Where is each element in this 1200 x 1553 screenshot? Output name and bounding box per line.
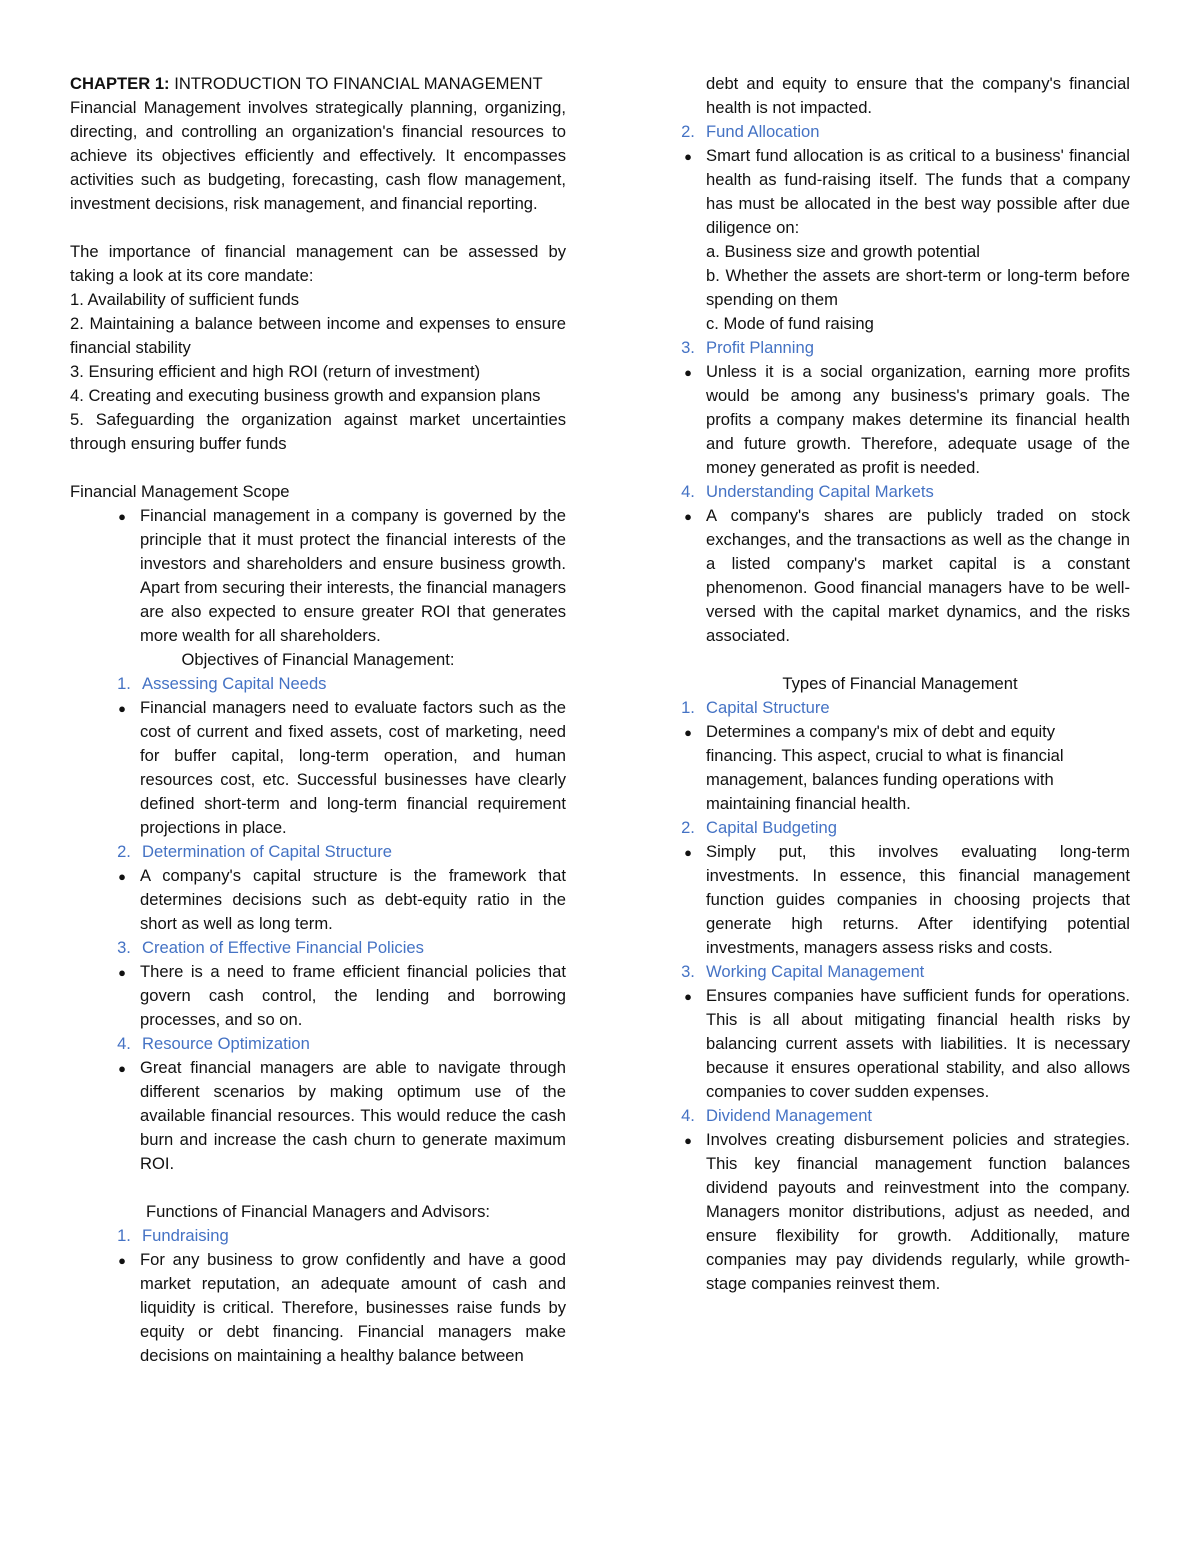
importance-item: 4. Creating and executing business growth and expansion plans [70, 386, 541, 405]
chapter-label: CHAPTER 1: [70, 74, 170, 93]
type-title: 2. Capital Budgeting [681, 818, 837, 837]
function-title: 2. Fund Allocation [681, 122, 820, 141]
type-title: 1. Capital Structure [681, 698, 830, 717]
importance-item: 3. Ensuring efficient and high ROI (return of investment) [70, 362, 481, 381]
function-bullet: ● Smart fund allocation is as critical to a business' financial health as fund-raising itself. The funds that a company has must be allocated in the best way possible after due diligence on: a. Business size and growth potential b. Whether the assets are short-term or long-term before spending on them c. Mode of fund raising [670, 144, 1130, 336]
bullet-dot-icon: ● [684, 1133, 692, 1148]
bullet-dot-icon: ● [684, 509, 692, 524]
scope-bullet-text: Financial management in a company is governed by the principle that it must protect the financial interests of the investors and shareholders and ensure business growth. Apart from securing their interests, the financial managers are also expected to ensure greater ROI that generates more wealth for all shareholders. [140, 506, 566, 645]
fund-allocation-sub: c. Mode of fund raising [706, 314, 874, 333]
importance-item: 5. Safeguarding the organization against market uncertainties through ensuring buffer funds [70, 410, 566, 453]
bullet-dot-icon: ● [684, 725, 692, 740]
function-bullet: ● Unless it is a social organization, earning more profits would be among any business's primary goals. The profits a company makes determine its financial health and future growth. Therefore, adequate usage of the money generated as profit is needed. [670, 360, 1130, 480]
bullet-dot-icon: ● [118, 1061, 126, 1076]
right-column [670, 72, 1130, 1296]
left-column [70, 72, 566, 1368]
objective-bullet: ● Financial managers need to evaluate factors such as the cost of current and fixed assets, cost of marketing, need for buffer capital, long-term operation, and human resources cost, etc. Successful businesses have clearly defined short-term and long-term financial requirement projections in place. [70, 696, 566, 840]
bullet-dot-icon: ● [118, 869, 126, 884]
bullet-dot-icon: ● [118, 965, 126, 980]
fund-allocation-sub: b. Whether the assets are short-term or long-term before spending on them [706, 266, 1130, 309]
objectives-heading: Objectives of Financial Management: [181, 650, 455, 669]
objective-title: 4. Resource Optimization [117, 1034, 310, 1053]
scope-heading: Financial Management Scope [70, 482, 290, 501]
type-bullet: ● Involves creating disbursement policies and strategies. This key financial management function balances dividend payouts and reinvestment into the company. Managers monitor distributions, adjust as needed, and ensure flexibility for growth. Additionally, mature companies may pay dividends regularly, while growth-stage companies reinvest them. [670, 1128, 1130, 1296]
type-bullet: ● Simply put, this involves evaluating long-term investments. In essence, this financial management function guides companies in choosing projects that generate high returns. After identifying potential investments, managers assess risks and costs. [670, 840, 1130, 960]
chapter-title: INTRODUCTION TO FINANCIAL MANAGEMENT [174, 74, 543, 93]
bullet-dot-icon: ● [118, 1253, 126, 1268]
objective-title: 1. Assessing Capital Needs [117, 674, 327, 693]
function-title: 1. Fundraising [117, 1226, 229, 1245]
type-bullet: ● Determines a company's mix of debt and equity financing. This aspect, crucial to what is financial management, balances funding operations with maintaining financial health. [670, 720, 1130, 816]
type-title: 4. Dividend Management [681, 1106, 873, 1125]
objective-title: 3. Creation of Effective Financial Policies [117, 938, 424, 957]
objective-bullet: ● A company's capital structure is the framework that determines decisions such as debt-equity ratio in the short as well as long term. [70, 864, 566, 936]
objective-bullet: ● Great financial managers are able to navigate through different scenarios by making optimum use of the available financial resources. This would reduce the cash burn and increase the cash churn to generate maximum ROI. [70, 1056, 566, 1176]
bullet-dot-icon: ● [118, 509, 126, 524]
fund-allocation-sub: a. Business size and growth potential [706, 242, 980, 261]
bullet-dot-icon: ● [684, 149, 692, 164]
type-bullet: ● Ensures companies have sufficient funds for operations. This is all about mitigating financial health risks by balancing current assets with liabilities. It is necessary because it ensures operational stability, and also allows companies to cover sudden expenses. [670, 984, 1130, 1104]
function-bullet: ● For any business to grow confidently and have a good market reputation, an adequate amount of cash and liquidity is critical. Therefore, businesses raise funds by equity or debt financing. Financial managers make decisions on maintaining a healthy balance between [70, 1248, 566, 1368]
intro-paragraph: Financial Management involves strategically planning, organizing, directing, and controlling an organization's financial resources to achieve its objectives efficiently and effectively. It encompasses activities such as budgeting, forecasting, cash flow management, investment decisions, risk management, and financial reporting. [70, 98, 566, 213]
bullet-dot-icon: ● [684, 845, 692, 860]
types-heading: Types of Financial Management [782, 674, 1018, 693]
function-bullet-continued: debt and equity to ensure that the company's financial health is not impacted. [706, 74, 1130, 117]
function-title: 3. Profit Planning [681, 338, 814, 357]
function-title: 4. Understanding Capital Markets [681, 482, 934, 501]
importance-item: 1. Availability of sufficient funds [70, 290, 300, 309]
bullet-dot-icon: ● [684, 989, 692, 1004]
chapter-heading [70, 72, 566, 96]
scope-bullet [70, 504, 566, 648]
objective-bullet: ● There is a need to frame efficient financial policies that govern cash control, the lending and borrowing processes, and so on. [70, 960, 566, 1032]
objective-title: 2. Determination of Capital Structure [117, 842, 392, 861]
functions-heading: Functions of Financial Managers and Advisors: [145, 1202, 491, 1221]
bullet-dot-icon: ● [684, 365, 692, 380]
bullet-dot-icon: ● [118, 701, 126, 716]
function-bullet: ● A company's shares are publicly traded on stock exchanges, and the transactions as well as the change in a listed company's market capital is a constant phenomenon. Good financial managers have to be well-versed with the capital market dynamics, and the risks associated. [670, 504, 1130, 648]
importance-item: 2. Maintaining a balance between income and expenses to ensure financial stability [70, 314, 566, 357]
importance-lead: The importance of financial management can be assessed by taking a look at its core mandate: [70, 242, 566, 285]
type-title: 3. Working Capital Management [681, 962, 925, 981]
